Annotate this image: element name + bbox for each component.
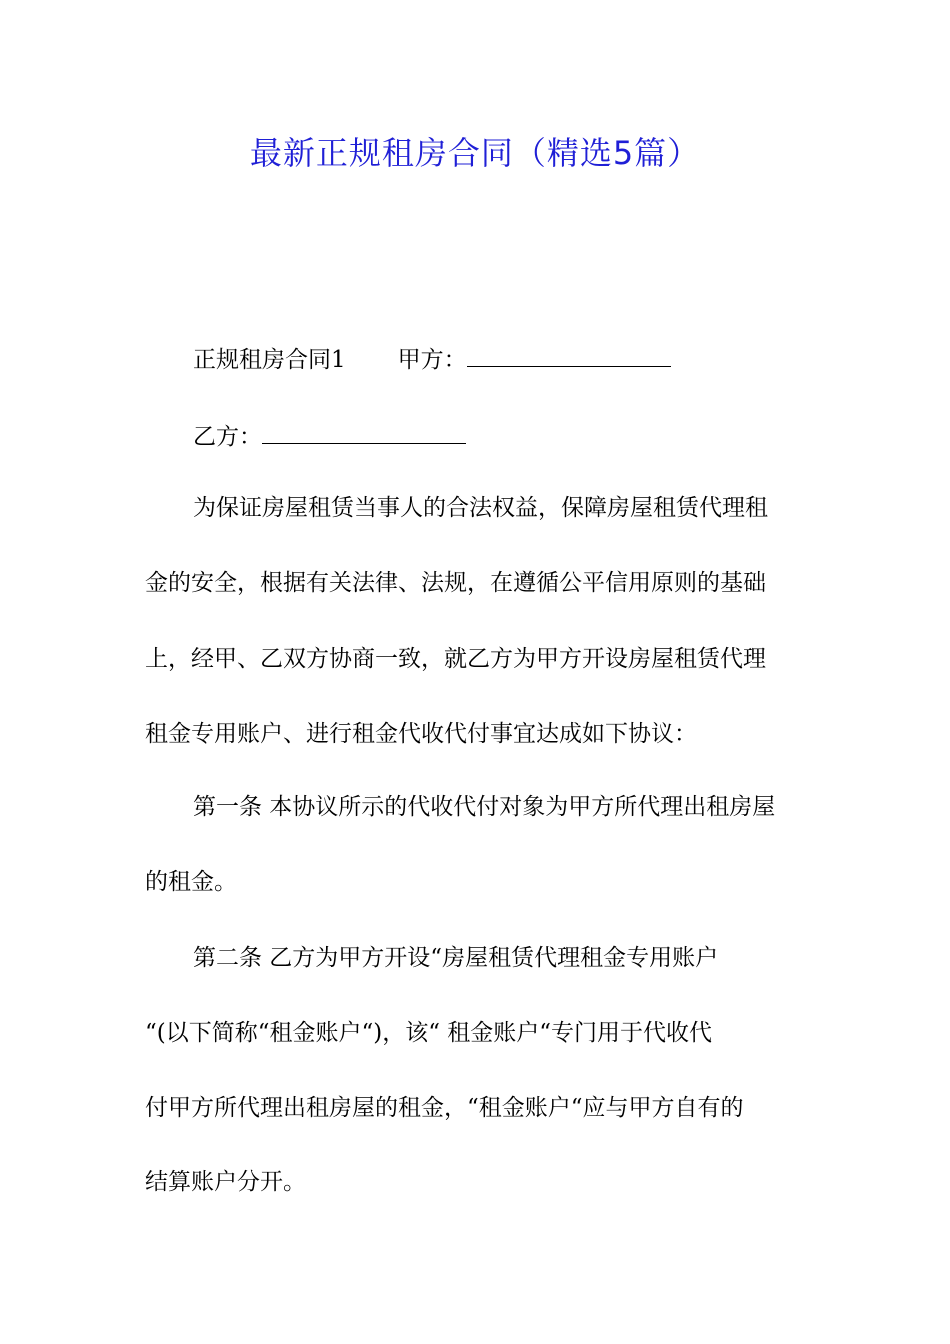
party-a-label: 甲方： <box>397 347 467 373</box>
paragraph-line: 金的安全，根据有关法律、法规，在遵循公平信用原则的基础 <box>145 570 766 596</box>
party-b-line <box>193 421 863 453</box>
paragraph-line: 租金专用账户、进行租金代收代付事宜达成如下协议： <box>145 721 697 747</box>
contract-heading: 正规租房合同1 <box>193 347 346 373</box>
article-line: 结算账户分开。 <box>145 1169 306 1195</box>
party-b-label: 乙方： <box>193 424 262 450</box>
document-title: 最新正规租房合同（精选5篇） <box>249 134 701 172</box>
article-line: 第二条 乙方为甲方开设“房屋租赁代理租金专用账户 <box>193 945 719 971</box>
article-line: 的租金。 <box>145 869 237 895</box>
party-b-blank <box>262 421 466 444</box>
article-line: 付甲方所代理出租房屋的租金，“租金账户“应与甲方自有的 <box>145 1095 744 1121</box>
party-a-line <box>193 344 863 376</box>
paragraph-line: 为保证房屋租赁当事人的合法权益，保障房屋租赁代理租 <box>193 495 768 521</box>
party-a-blank <box>467 344 671 367</box>
article-line: 第一条 本协议所示的代收代付对象为甲方所代理出租房屋 <box>193 794 776 820</box>
paragraph-line: 上，经甲、乙双方协商一致，就乙方为甲方开设房屋租赁代理 <box>145 646 766 672</box>
article-line: “(以下简称“租金账户“)，该“ 租金账户“专门用于代收代 <box>145 1020 713 1046</box>
